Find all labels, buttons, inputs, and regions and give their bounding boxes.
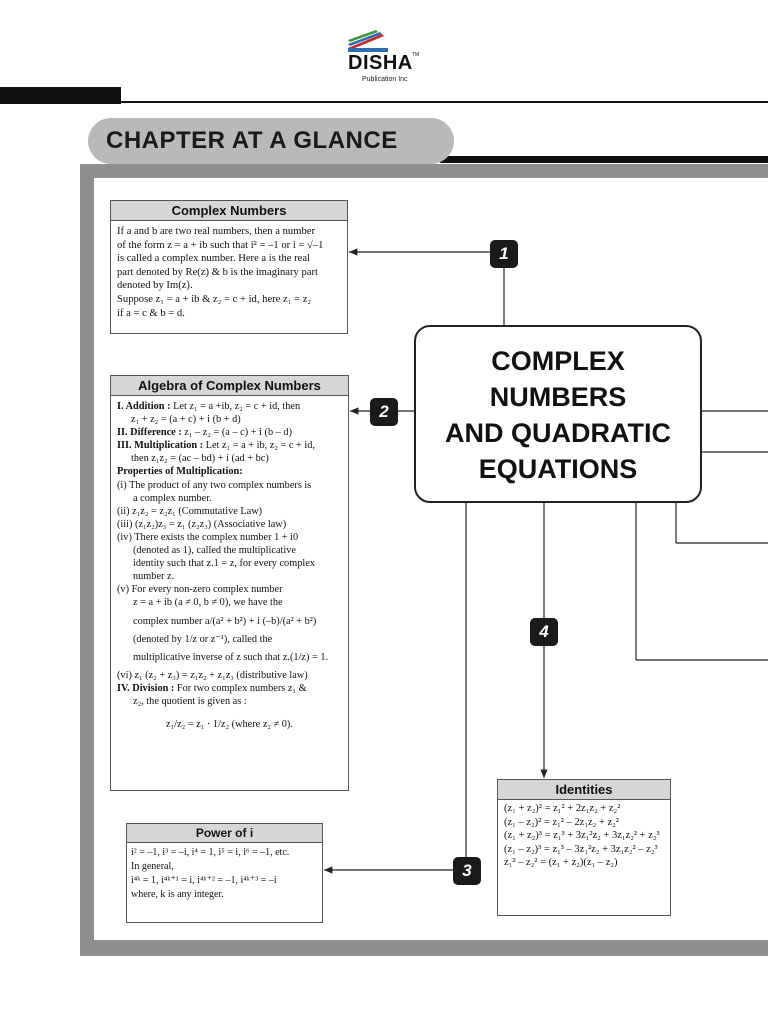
text-line: where, k is any integer. bbox=[131, 889, 224, 900]
text-line: (vi) z₁ (z₂ + z₃) = z₁z₂ + z₁z₃ (distributive law) bbox=[117, 669, 308, 681]
algebra-body bbox=[111, 396, 348, 735]
identity-row: (z₁ + z₂)³ = z₁³ + 3z₁²z₂ + 3z₁z₂² + z₂³ bbox=[504, 830, 660, 842]
central-topic bbox=[414, 325, 702, 503]
complex-numbers-title: Complex Numbers bbox=[111, 201, 347, 221]
algebra-title: Algebra of Complex Numbers bbox=[111, 376, 348, 396]
difference-heading: II. Difference : bbox=[117, 427, 182, 439]
text-line: denoted by Im(z). bbox=[117, 280, 193, 292]
text-line: (ii) z₁z₂ = z₂z₁ (Commutative Law) bbox=[117, 505, 263, 517]
text-line: (iv) There exists the complex number 1 + i0 bbox=[117, 531, 299, 543]
text-line: z₂, the quotient is given as : bbox=[133, 695, 247, 707]
text-line: i⁴ᵏ = 1, i⁴ᵏ⁺¹ = i, i⁴ᵏ⁺² = –1, i⁴ᵏ⁺³ = –i bbox=[131, 875, 277, 886]
division-heading: IV. Division : bbox=[117, 682, 175, 694]
text-line: part denoted by Re(z) & b is the imaginary part bbox=[117, 266, 318, 278]
addition-heading: I. Addition : bbox=[117, 401, 171, 412]
text-line: Let z₁ = a +ib, z₂ = c + id, then bbox=[170, 401, 301, 412]
text-line: In general, bbox=[131, 861, 174, 872]
text-line: For two complex numbers z₁ & bbox=[174, 682, 307, 694]
division-formula: z₁/z₂ = z₁ · 1/z₂ (where z₂ ≠ 0). bbox=[166, 719, 293, 731]
text-line: (iii) (z₁z₂)z₃ = z₁ (z₂z₃) (Associative law) bbox=[117, 518, 287, 530]
text-line: then z₁z₂ = (ac – bd) + i (ad + bc) bbox=[131, 453, 269, 465]
text-line: if a = c & b = d. bbox=[117, 307, 185, 319]
complex-numbers-body bbox=[111, 221, 347, 324]
badge-2: 2 bbox=[370, 398, 398, 426]
logo-subtitle: Publication Inc bbox=[362, 76, 408, 83]
text-line: of the form z = a + ib such that i² = –1 or i = √–1 bbox=[117, 239, 324, 251]
text-line: (denoted by 1/z or z⁻¹), called the bbox=[133, 633, 273, 645]
text-line: Suppose z₁ = a + ib & z₂ = c + id, here z₁ = z₂ bbox=[117, 293, 312, 305]
logo-brand: DISHA bbox=[348, 52, 413, 74]
text-line: identity such that z.1 = z, for every complex bbox=[133, 558, 315, 570]
text-line: z₁ – z₂ = (a – c) + i (b – d) bbox=[181, 427, 293, 439]
badge-4: 4 bbox=[530, 618, 558, 646]
text-line: z₁ + z₂ = (a + c) + i (b + d) bbox=[131, 414, 241, 426]
text-line: complex number a/(a² + b²) + i (–b)/(a² + b²) bbox=[133, 615, 317, 627]
text-line: a complex number. bbox=[133, 492, 212, 504]
identities-box bbox=[497, 779, 671, 916]
logo-tm: TM bbox=[412, 52, 420, 58]
algebra-box bbox=[110, 375, 349, 791]
power-of-i-title: Power of i bbox=[127, 824, 322, 843]
identity-row: (z₁ + z₂)² = z₁² + 2z₁z₂ + z₂² bbox=[504, 803, 621, 814]
identity-row: (z₁ – z₂)³ = z₁³ – 3z₁²z₂ + 3z₁z₂² – z₂³ bbox=[504, 843, 658, 855]
text-line: z = a + ib (a ≠ 0, b ≠ 0), we have the bbox=[133, 597, 283, 609]
text-line: i² = –1, i³ = –i, i⁴ = 1, i⁵ = i, i⁶ = –1, etc. bbox=[131, 847, 290, 858]
identities-title: Identities bbox=[498, 780, 670, 800]
badge-3: 3 bbox=[453, 857, 481, 885]
power-of-i-box bbox=[126, 823, 323, 923]
power-of-i-body bbox=[127, 843, 322, 905]
text-line: number z. bbox=[133, 571, 175, 583]
text-line: (i) The product of any two complex numbers is bbox=[117, 479, 312, 491]
text-line: If a and b are two real numbers, then a number bbox=[117, 226, 315, 237]
text-line: multiplicative inverse of z such that z.(1/z) = 1. bbox=[133, 651, 329, 663]
central-line-1: COMPLEX bbox=[491, 346, 625, 376]
text-line: Let z₁ = a + ib, z₂ = c + id, bbox=[203, 440, 316, 452]
central-line-2: NUMBERS bbox=[489, 382, 627, 412]
identity-row: (z₁ – z₂)² = z₁² – 2z₁z₂ + z₂² bbox=[504, 816, 619, 828]
multiplication-heading: III. Multiplication : bbox=[117, 440, 204, 452]
properties-heading: Properties of Multiplication: bbox=[117, 466, 243, 478]
text-line: (denoted as 1), called the multiplicative bbox=[133, 545, 296, 557]
chapter-title: CHAPTER AT A GLANCE bbox=[106, 127, 398, 154]
central-line-3: AND QUADRATIC bbox=[445, 418, 671, 448]
text-line: (v) For every non-zero complex number bbox=[117, 584, 283, 596]
complex-numbers-box bbox=[110, 200, 348, 334]
identity-row: z₁² – z₂² = (z₁ + z₂)(z₁ – z₂) bbox=[504, 857, 618, 869]
badge-1: 1 bbox=[490, 240, 518, 268]
identities-body bbox=[498, 800, 670, 872]
central-line-4: EQUATIONS bbox=[478, 454, 638, 484]
text-line: is called a complex number. Here a is the real bbox=[117, 253, 310, 265]
